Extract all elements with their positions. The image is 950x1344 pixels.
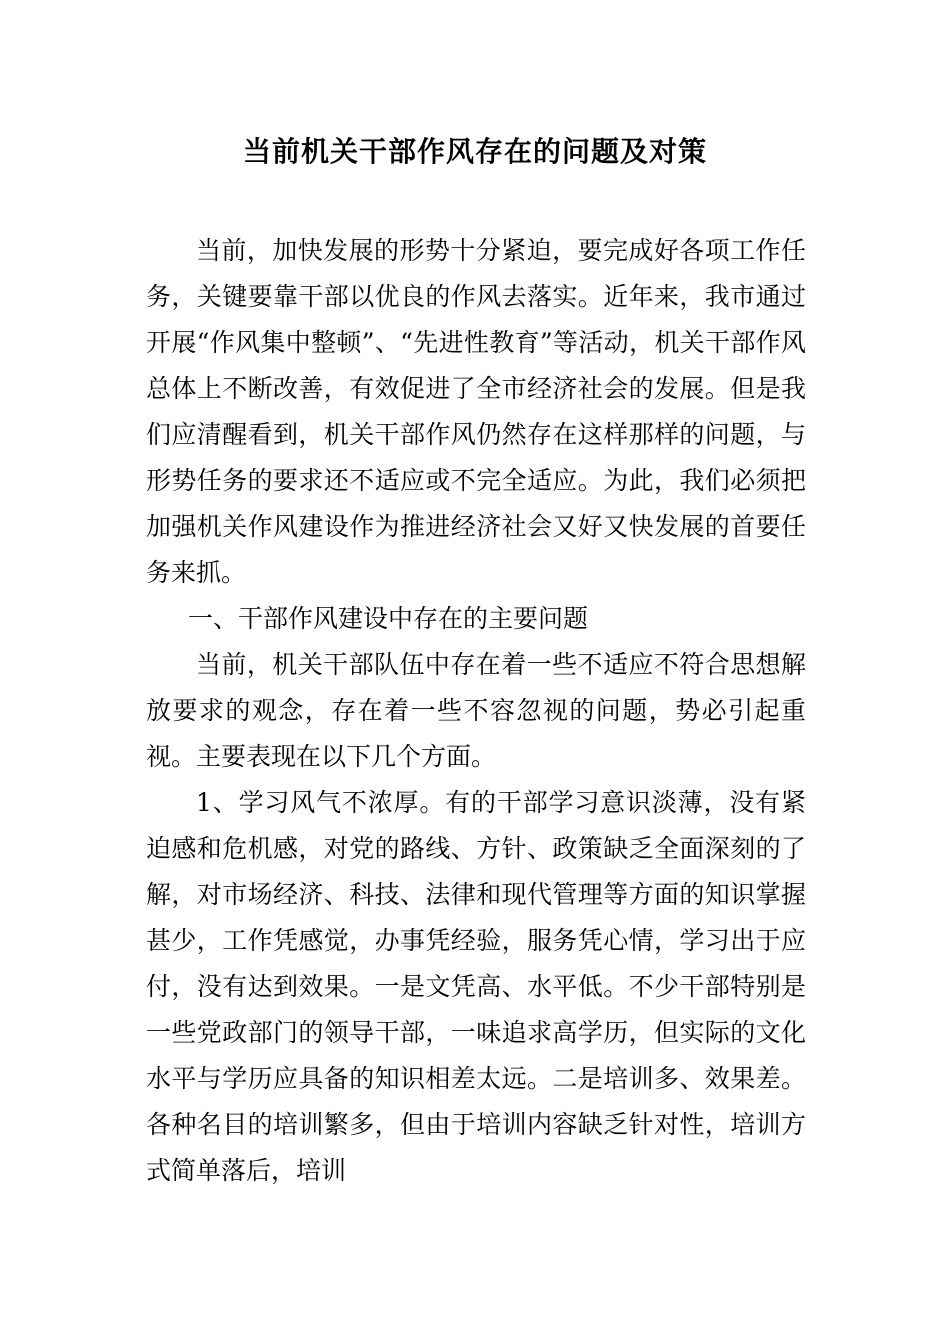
section-heading: 一、干部作风建设中存在的主要问题 xyxy=(188,604,589,633)
paragraph-overview: 当前，机关干部队伍中存在着一些不适应不符合思想解放要求的观念，存在着一些不容忽视的问题，势必引起重视。主要表现在以下几个方面。 xyxy=(146,650,806,771)
paragraph-point-1: 1、学习风气不浓厚。有的干部学习意识淡薄，没有紧迫感和危机感，对党的路线、方针、政策缺乏全面深刻的了解，对市场经济、科技、法律和现代管理等方面的知识掌握甚少，工作凭感觉，办事凭经验，服务凭心情，学习出于应付，没有达到效果。一是文凭高、水平低。不少干部特别是一些党政部门的领导干部，一味追求高学历，但实际的文化水平与学历应具备的知识相差太远。二是培训多、效果差。各种名目的培训繁多，但由于培训内容缺乏针对性，培训方式简单落后，培训 xyxy=(146,788,806,1185)
paragraph-intro: 当前，加快发展的形势十分紧迫，要完成好各项工作任务，关键要靠干部以优良的作风去落实。近年来，我市通过开展“作风集中整顿”、“先进性教育”等活动，机关干部作风总体上不断改善，有效促进了全市经济社会的发展。但是我们应清醒看到，机关干部作风仍然存在这样那样的问题，与形势任务的要求还不适应或不完全适应。为此，我们必须把加强机关作风建设作为推进经济社会又好又快发展的首要任务来抓。 xyxy=(146,236,806,587)
document-title: 当前机关干部作风存在的问题及对策 xyxy=(242,135,707,168)
document-body xyxy=(146,228,806,1194)
